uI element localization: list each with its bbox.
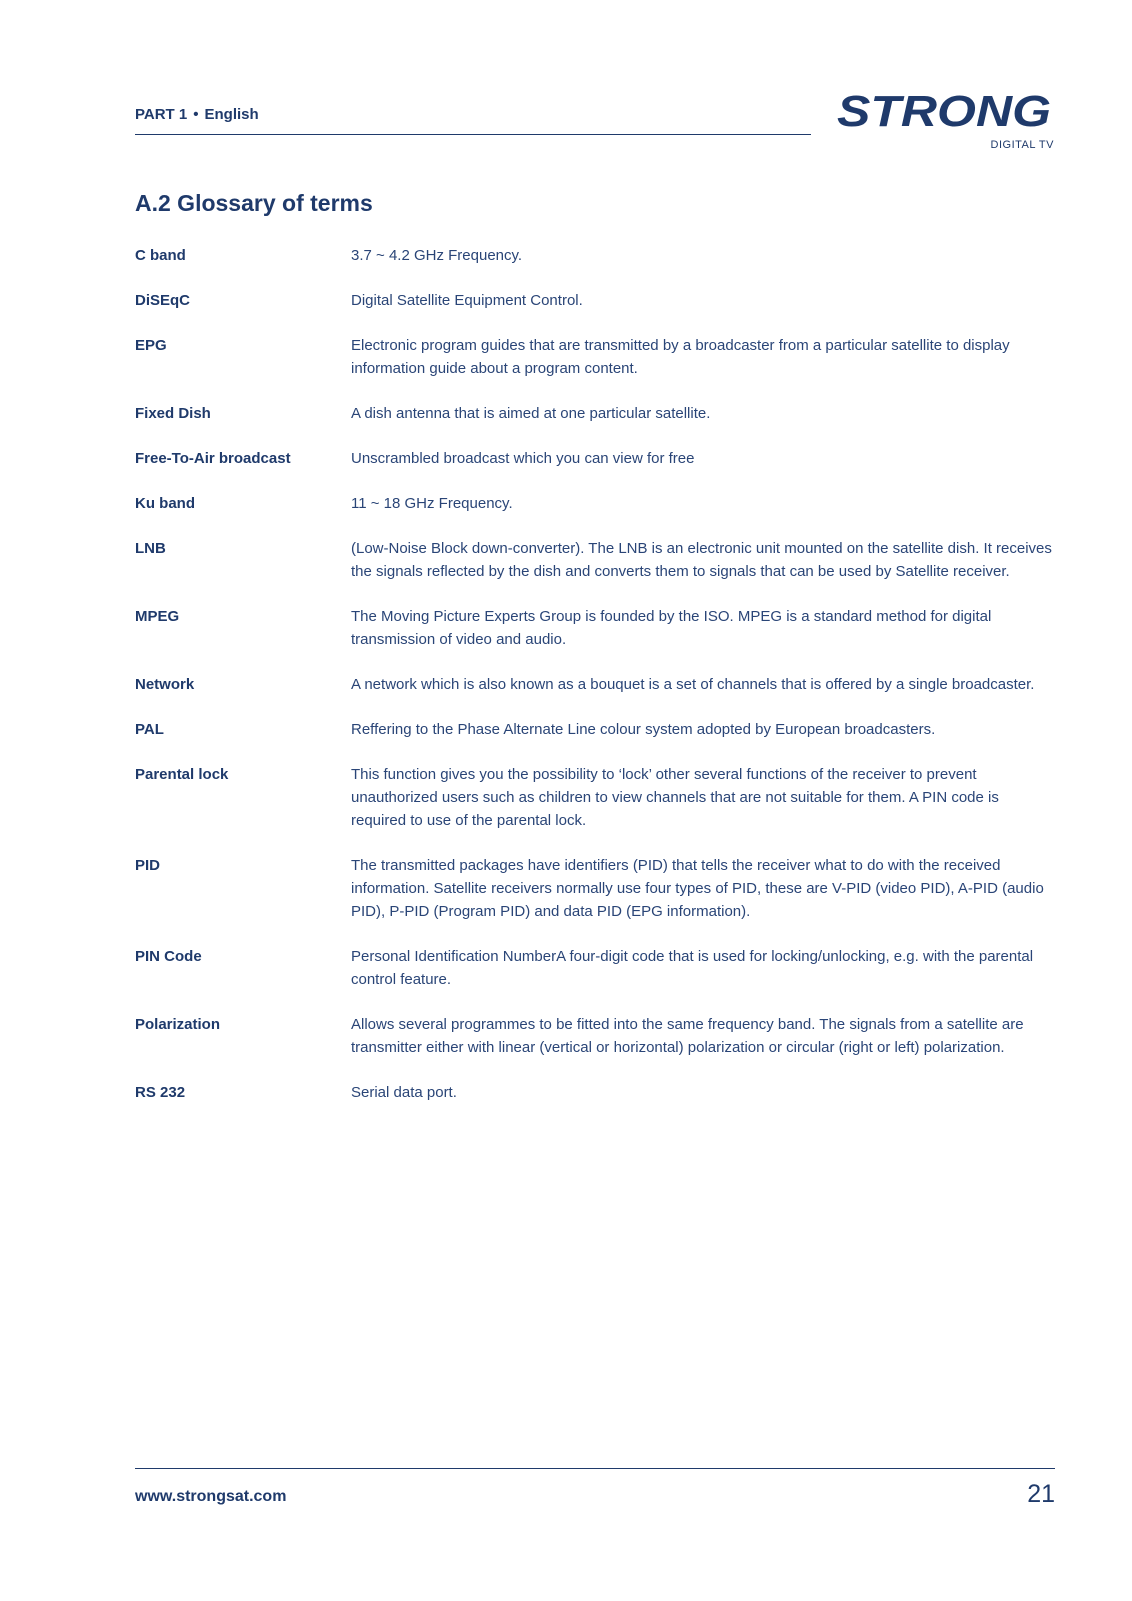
logo-wordmark: STRONG — [837, 87, 1051, 136]
glossary-definition: The Moving Picture Experts Group is founded by the ISO. MPEG is a standard method for digital transmission of video and audio. — [351, 608, 992, 648]
glossary-definition: Unscrambled broadcast which you can view for free — [351, 450, 695, 467]
logo-subtitle: DIGITAL TV — [990, 139, 1054, 151]
glossary-term: Parental lock — [135, 766, 229, 783]
glossary-definition: This function gives you the possibility to ‘lock’ other several functions of the receiver to prevent unauthorized users such as children to view channels that are not suitable for them. A PIN code is required to use of the parental lock. — [351, 766, 999, 829]
glossary-term: PID — [135, 857, 161, 874]
glossary-entry — [135, 447, 1055, 470]
header-part-label — [135, 106, 259, 123]
glossary-term: Polarization — [135, 1016, 221, 1033]
glossary-term: Free-To-Air broadcast — [135, 450, 291, 467]
glossary-entry — [135, 945, 1055, 991]
glossary-term: PIN Code — [135, 948, 202, 965]
glossary-entry — [135, 244, 1055, 267]
footer-divider — [135, 1468, 1055, 1469]
glossary-entry — [135, 334, 1055, 380]
header-part: PART 1 — [135, 106, 188, 123]
header-divider — [135, 134, 811, 135]
glossary-term: Ku band — [135, 495, 195, 512]
page-title: A.2 Glossary of terms — [135, 190, 373, 216]
glossary-entry — [135, 492, 1055, 515]
header-language: English — [204, 106, 259, 123]
glossary-definition: 3.7 ~ 4.2 GHz Frequency. — [351, 247, 523, 264]
glossary-entry — [135, 1081, 1055, 1104]
glossary-definition: Digital Satellite Equipment Control. — [351, 292, 583, 309]
page-number: 21 — [1027, 1480, 1055, 1508]
glossary-definition: 11 ~ 18 GHz Frequency. — [351, 495, 513, 512]
glossary-definition: The transmitted packages have identifiers (PID) that tells the receiver what to do with the received information. Satellite receivers normally use four types of PID, these are V-PID (video PID), A-PID (audio PID), P-PID (Program PID) and data PID (EPG information). — [351, 857, 1044, 920]
glossary-definition: Allows several programmes to be fitted into the same frequency band. The signals from a satellite are transmitter either with linear (vertical or horizontal) polarization or circular (right or left) polarization. — [351, 1016, 1024, 1056]
glossary-entry — [135, 854, 1055, 923]
glossary-term: LNB — [135, 540, 166, 557]
glossary-entry — [135, 537, 1055, 583]
glossary-term: DiSEqC — [135, 292, 191, 309]
glossary-term: Network — [135, 676, 195, 693]
glossary-definition: A network which is also known as a bouquet is a set of channels that is offered by a single broadcaster. — [351, 676, 1035, 693]
glossary-term: MPEG — [135, 608, 180, 625]
glossary-entry — [135, 605, 1055, 651]
glossary-term: EPG — [135, 337, 167, 354]
footer-url: www.strongsat.com — [135, 1488, 287, 1505]
glossary-definition: (Low-Noise Block down-converter). The LNB is an electronic unit mounted on the satellite dish. It receives the signals reflected by the dish and converts them to signals that can be used by Satellite receiver. — [351, 540, 1052, 580]
glossary-entry — [135, 673, 1055, 696]
glossary-definition: Personal Identification NumberA four-digit code that is used for locking/unlocking, e.g. with the parental control feature. — [351, 948, 1034, 988]
glossary-entry — [135, 763, 1055, 832]
glossary-definition: Reffering to the Phase Alternate Line colour system adopted by European broadcasters. — [351, 721, 936, 738]
glossary-entry — [135, 1013, 1055, 1059]
glossary-definition: A dish antenna that is aimed at one particular satellite. — [351, 405, 711, 422]
header-bullet: • — [193, 106, 199, 123]
glossary-entry — [135, 289, 1055, 312]
glossary-term: PAL — [135, 721, 164, 738]
glossary-term: Fixed Dish — [135, 405, 211, 422]
glossary-definition: Electronic program guides that are transmitted by a broadcaster from a particular satellite to display information guide about a program content. — [351, 337, 1010, 377]
glossary-term: C band — [135, 247, 186, 264]
glossary-entry — [135, 402, 1055, 425]
glossary-entry — [135, 718, 1055, 741]
glossary-term: RS 232 — [135, 1084, 186, 1101]
glossary-list — [135, 244, 1055, 1126]
glossary-definition: Serial data port. — [351, 1084, 457, 1101]
